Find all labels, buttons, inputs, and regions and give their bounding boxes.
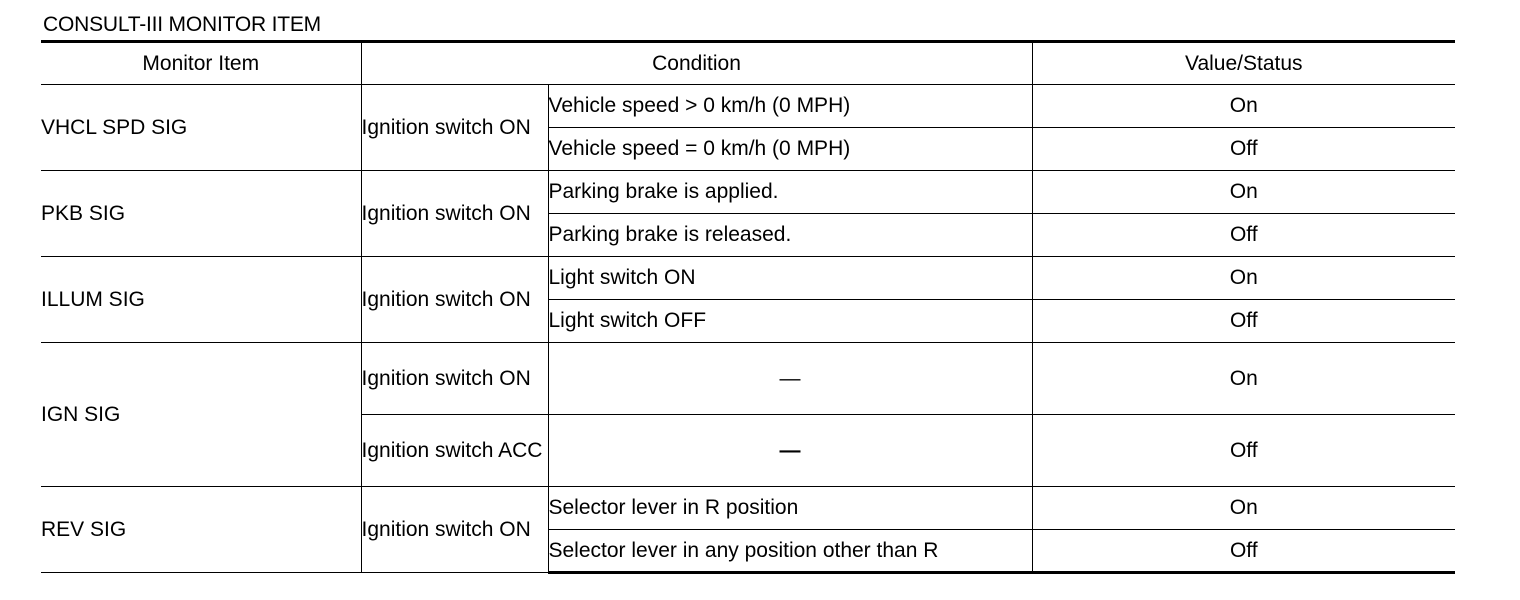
header-value-status: Value/Status — [1032, 42, 1455, 85]
value-cell: On — [1032, 171, 1455, 214]
value-cell: Off — [1032, 415, 1455, 487]
condition-cell: Vehicle speed = 0 km/h (0 MPH) — [548, 128, 1032, 171]
condition-cell: Selector lever in any position other than R — [548, 530, 1032, 573]
value-cell: On — [1032, 343, 1455, 415]
value-cell: Off — [1032, 300, 1455, 343]
condition-cell — [548, 343, 1032, 415]
table-row — [41, 85, 1455, 128]
monitor-item-illum-sig: ILLUM SIG — [41, 257, 361, 343]
not-applicable-dash: — — [779, 438, 801, 462]
monitor-item-vhcl-spd-sig: VHCL SPD SIG — [41, 85, 361, 171]
value-cell: On — [1032, 257, 1455, 300]
ignition-switch-state: Ignition switch ON — [361, 85, 548, 171]
value-cell: Off — [1032, 128, 1455, 171]
document-title: CONSULT-III MONITOR ITEM — [43, 13, 321, 36]
value-cell: On — [1032, 487, 1455, 530]
condition-cell: Light switch OFF — [548, 300, 1032, 343]
condition-cell: Vehicle speed > 0 km/h (0 MPH) — [548, 85, 1032, 128]
ignition-switch-state: Ignition switch ON — [361, 171, 548, 257]
table-row — [41, 343, 1455, 415]
header-monitor-item: Monitor Item — [41, 42, 361, 85]
condition-cell — [548, 415, 1032, 487]
value-cell: Off — [1032, 530, 1455, 573]
value-cell: On — [1032, 85, 1455, 128]
condition-cell: Parking brake is released. — [548, 214, 1032, 257]
ignition-switch-state: Ignition switch ACC — [361, 415, 548, 487]
condition-cell: Light switch ON — [548, 257, 1032, 300]
table-row — [41, 487, 1455, 530]
header-condition: Condition — [361, 42, 1032, 85]
condition-cell: Parking brake is applied. — [548, 171, 1032, 214]
table-row — [41, 257, 1455, 300]
table-row — [41, 171, 1455, 214]
condition-cell: Selector lever in R position — [548, 487, 1032, 530]
ignition-switch-state: Ignition switch ON — [361, 487, 548, 573]
monitor-item-table — [41, 40, 1455, 574]
monitor-item-ign-sig: IGN SIG — [41, 343, 361, 487]
ignition-switch-state: Ignition switch ON — [361, 257, 548, 343]
table-header-row — [41, 42, 1455, 85]
monitor-item-pkb-sig: PKB SIG — [41, 171, 361, 257]
monitor-item-rev-sig: REV SIG — [41, 487, 361, 573]
value-cell: Off — [1032, 214, 1455, 257]
ignition-switch-state: Ignition switch ON — [361, 343, 548, 415]
not-applicable-dash: — — [779, 366, 801, 390]
